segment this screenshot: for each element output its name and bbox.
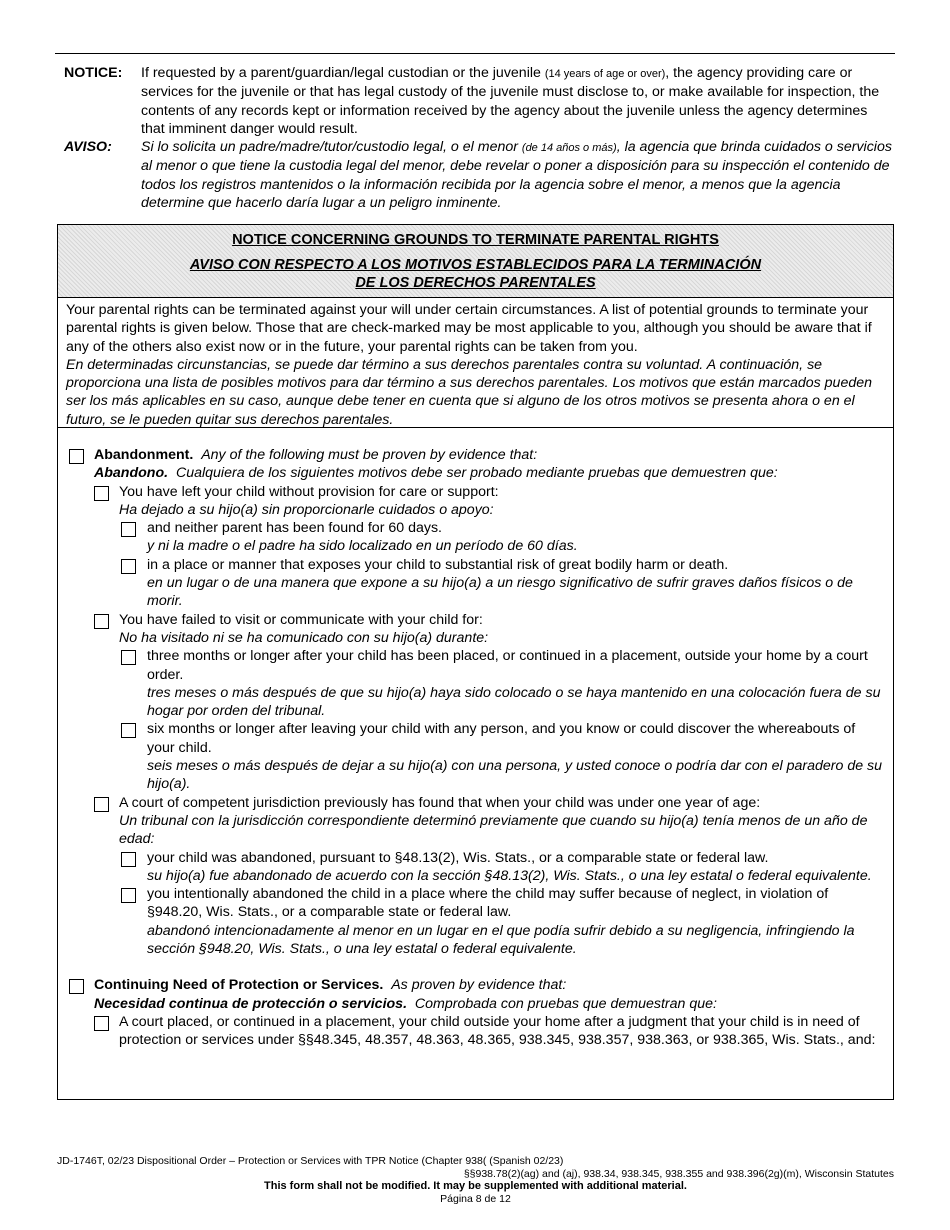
statutes: §§938.78(2)(ag) and (aj), 938.34, 938.345, 938.355 and 938.396(2g)(m), Wisconsin Statutes <box>463 1167 894 1180</box>
page-number: Página 8 de 12 <box>440 1192 511 1205</box>
ground-continuing-need: Continuing Need of Protection or Services. As proven by evidence that: Necesidad continua de protección o servicios. Comprobada con pruebas que demuestran que: <box>66 976 886 1013</box>
intro-paragraph <box>58 298 893 428</box>
court-finding-b-checkbox[interactable] <box>121 888 136 903</box>
top-rule <box>55 53 895 54</box>
left-child-checkbox[interactable] <box>94 486 109 501</box>
court-finding-a-checkbox[interactable] <box>121 852 136 867</box>
abandonment-left-child: You have left your child without provision for care or support: Ha dejado a su hijo(a) sin proporcionarle cuidados o apoyo: <box>66 483 886 520</box>
aviso-text: Si lo solicita un padre/madre/tutor/custodio legal, o el menor (de 14 años o más), la agencia que brinda cuidados o servicios al menor o que tiene la custodia legal del menor, debe revelar o poner a disposición para su inspección el contenido de todos los registros mantenidos o la información recibida por la agencia sobre el menor, a menos que la agencia determine que hacerlo daría lugar a un peligro inminente. <box>141 139 892 212</box>
left-child-option-b: in a place or manner that exposes your child to substantial risk of great bodily harm or death. en un lugar o de una manera que expone a su hijo(a) a un riesgo significativo de sufrir graves daños físicos o de morir. <box>66 556 886 611</box>
tpr-grounds-section <box>57 224 894 1100</box>
aviso-label: AVISO: <box>64 139 112 156</box>
failed-visit-option-a: three months or longer after your child has been placed, or continued in a placement, outside your home by a court order. tres meses o más después de que su hijo(a) haya sido colocado o se haya mantenido en una colocación fuera de su hogar por orden del tribunal. <box>66 647 886 720</box>
section-header <box>58 225 893 298</box>
notice-text: If requested by a parent/guardian/legal custodian or the juvenile (14 years of age or over), the agency providing care or services for the juvenile or that has legal custody of the juvenile must disclose to, or make available for inspection, the contents of any records kept or information received by the agency about the juvenile unless the agency determines that imminent danger would result. <box>141 65 880 137</box>
court-finding-option-a: your child was abandoned, pursuant to §48.13(2), Wis. Stats., or a comparable state or federal law. su hijo(a) fue abandonado de acuerdo con la sección §48.13(2), Wis. Stats., o una ley estatal o federal equivalente. <box>66 849 886 886</box>
failed-visit-option-b: six months or longer after leaving your child with any person, and you know or could discover the whereabouts of your child. seis meses o más después de dejar a su hijo(a) con una persona, y usted conoce o podría dar con el paradero de su hijo(a). <box>66 720 886 793</box>
failed-visit-b-checkbox[interactable] <box>121 723 136 738</box>
page-footer <box>57 1155 894 1205</box>
grounds-list <box>58 428 893 1050</box>
form-id: JD-1746T, 02/23 Dispositional Order – Protection or Services with TPR Notice (Chapter 938( (Spanish 02/23) <box>57 1155 564 1167</box>
continuing-need-option-a: A court placed, or continued in a placement, your child outside your home after a judgment that your child is in need of protection or services under §§48.345, 48.357, 48.363, 48.365, 938.345, 938.357, 938.363, or 938.365, Wis. Stats., and: <box>66 1013 886 1050</box>
intro-en: Your parental rights can be terminated against your will under certain circumstances. A list of potential grounds to terminate your parental rights is given below. Those that are check-marked may be most applicable to you, although you should be aware that if any of the others also exist now or in the future, your parental rights can be taken from you. <box>66 302 872 355</box>
records-notice <box>58 64 893 212</box>
modification-note: This form shall not be modified. It may be supplemented with additional material. <box>264 1180 687 1192</box>
left-child-b-checkbox[interactable] <box>121 559 136 574</box>
abandonment-checkbox[interactable] <box>69 449 84 464</box>
section-title-es: AVISO CON RESPECTO A LOS MOTIVOS ESTABLECIDOS PARA LA TERMINACIÓN DE LOS DERECHOS PARENTALES <box>189 257 762 291</box>
abandonment-court-finding: A court of competent jurisdiction previously has found that when your child was under one year of age: Un tribunal con la jurisdicción correspondiente determinó previamente que cuando su hijo(a) tenía menos de un año de edad: <box>66 794 886 849</box>
notice-label: NOTICE: <box>64 65 123 81</box>
court-finding-option-b: you intentionally abandoned the child in a place where the child may suffer because of neglect, in violation of §948.20, Wis. Stats., or a comparable state or federal law. abandonó intencionadamente al menor en un lugar en el que podía sufrir debido a su negligencia, infringiendo la sección §948.20, Wis. Stats., o una ley estatal o federal equivalente. <box>66 885 886 958</box>
left-child-option-a: and neither parent has been found for 60 days. y ni la madre o el padre ha sido localizado en un período de 60 días. <box>66 519 886 556</box>
continuing-need-a-checkbox[interactable] <box>94 1016 109 1031</box>
ground-abandonment: Abandonment. Any of the following must be proven by evidence that: Abandono. Cualquiera de los siguientes motivos debe ser probado mediante pruebas que demuestren que: <box>66 446 886 483</box>
failed-visit-checkbox[interactable] <box>94 614 109 629</box>
continuing-need-checkbox[interactable] <box>69 979 84 994</box>
court-finding-checkbox[interactable] <box>94 797 109 812</box>
section-title-en: NOTICE CONCERNING GROUNDS TO TERMINATE PARENTAL RIGHTS <box>232 232 719 248</box>
abandonment-failed-visit: You have failed to visit or communicate with your child for: No ha visitado ni se ha comunicado con su hijo(a) durante: <box>66 611 886 648</box>
intro-es: En determinadas circunstancias, se puede dar término a sus derechos parentales contra su voluntad. A continuación, se proporciona una lista de posibles motivos para dar término a sus derechos parentales. Los motivos que están marcados pueden ser los más aplicables en su caso, aunque debe tener en cuenta que si alguno de los otros motivos se presenta ahora o en el futuro, se le pueden quitar sus derechos parentales. <box>66 356 872 428</box>
left-child-a-checkbox[interactable] <box>121 522 136 537</box>
failed-visit-a-checkbox[interactable] <box>121 650 136 665</box>
